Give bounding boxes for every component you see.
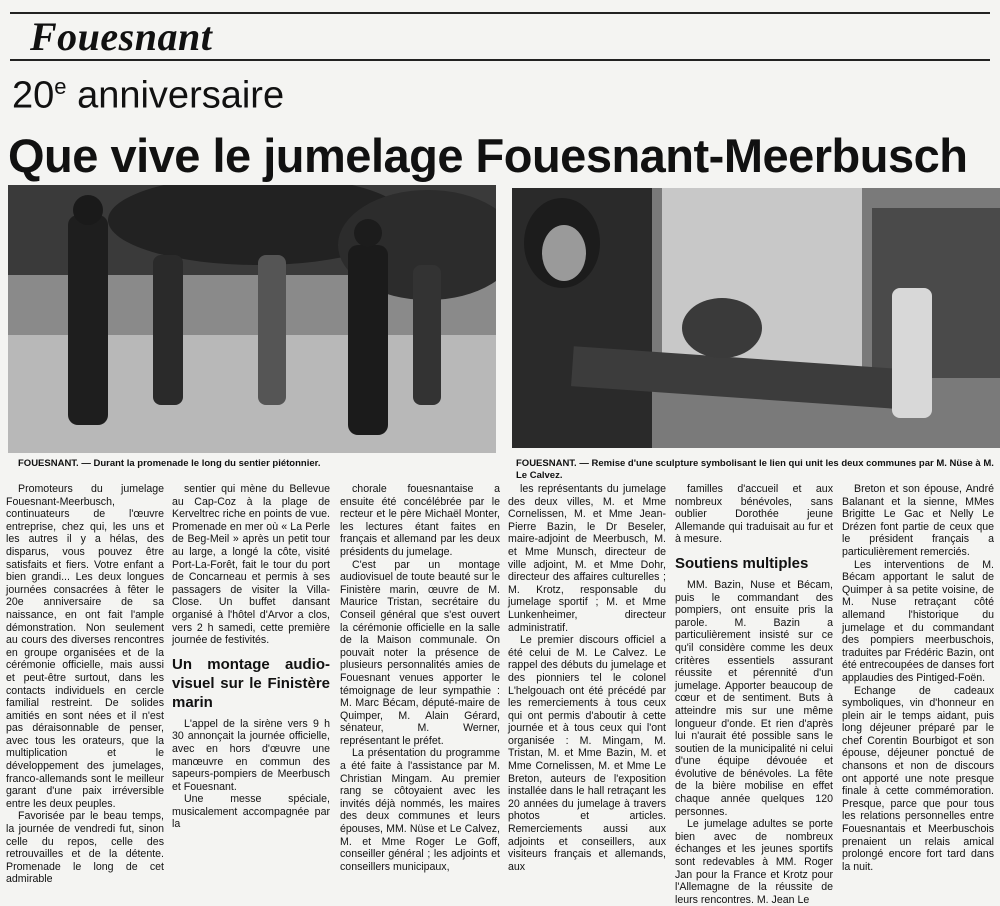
- paragraph: La présentation du programme a été faite à l'assistance par M. Christian Mingam. Au premier rang se côtoyaient avec les invités déjà nommés, les maires des deux communes et leurs épouses, MM. Nüse et Le Calvez, M. et Mme Roger Le Goff, conseiller général ; les adjoints et conseillers municipaux,: [340, 747, 500, 873]
- paragraph: C'est par un montage audiovisuel de toute beauté sur le Finistère marin, œuvre de M. Maurice Tristan, secrétaire du Conseil général que s'est ouvert la cérémonie officielle en la salle de la Maison communale. On pouvait noter la présence de plusieurs personnalités amies de Fouesnant venues apporter le témoignage de leur sympathie : M. Marc Bécam, député-maire de Quimper, M. Alain Gérard, sénateur, M. Werner, représentant le préfet.: [340, 558, 500, 747]
- paragraph: les représentants du jumelage des deux villes, M. et Mme Cornelissen, M. et Mme Jean-Pierre Bazin, le Dr Beseler, maire-adjoint de Meerbusch, M. et Mme Munsch, directeur de ville adjoint, M. et Mme Dohr, directeur des affaires culturelles ; M. Krotz, responsable du jumelage sportif ; M. et Mme Lunkenheimer, directeur administratif.: [508, 483, 666, 634]
- article-column-1: [6, 483, 164, 886]
- section-heading: Un montage audio-visuel sur le Finistère marin: [172, 655, 330, 711]
- photo-sculpture: [512, 188, 1000, 448]
- paragraph: Une messe spéciale, musicalement accompagnée par la: [172, 793, 330, 831]
- section-heading: Soutiens multiples: [675, 554, 809, 572]
- paragraph: sentier qui mène du Bellevue au Cap-Coz à la plage de Kerveltrec riche en points de vue. Promenade en mer où « La Perle de Beg-Meil » après un petit tour au large, a longé la côte, visité Port-La-Forêt, fait le tour du port de Concarneau et permis à ses passagers de visiter la Villa-Close. Un buffet dansant organisé à l'hôtel d'Arvor a clos, vers 2 h samedi, cette première journée de festivités.: [172, 483, 330, 647]
- article-subheadline: 20e anniversaire: [12, 74, 285, 117]
- photo-promenade: [8, 185, 496, 453]
- section-kicker: Fouesnant: [30, 14, 213, 59]
- paragraph: Breton et son épouse, André Balanant et la sienne, MMes Brigitte Le Gac et Nelly Le Drézen font partie de ceux que le président français a particulièrement remerciés.: [842, 483, 994, 558]
- article-column-6: [842, 483, 994, 873]
- paragraph: chorale fouesnantaise a ensuite été concélébrée par le recteur et le père Michaël Monter, les lectures étant faites en français et allemand par les deux présidents du jumelage.: [340, 483, 500, 558]
- paragraph: Echange de cadeaux symboliques, vin d'honneur en plein air le temps aidant, puis long déjeuner préparé par le chef Corentin Bourbigot et son épouse, déjeuner ponctué de chansons et non de discours ont apporté une note presque finale à cette commémoration. Presque, parce que pour tous les relations personnelles entre Fouesnantais et Meerbuschois prenaient un relais amical prolongé encore fort tard dans la nuit.: [842, 684, 994, 873]
- article-column-3: [340, 483, 500, 873]
- article-column-4: [508, 483, 666, 873]
- paragraph: familles d'accueil et aux nombreux bénévoles, sans oublier Dorothée jeune Allemande qui traduisait au fur et à mesure.: [675, 483, 833, 546]
- article-headline: Que vive le jumelage Fouesnant-Meerbusch: [8, 129, 968, 182]
- paragraph: Promoteurs du jumelage Fouesnant-Meerbusch, continuateurs de l'œuvre entreprise, chez qui, les uns et les autres il y a hélas, des disparus, vous pouvez être satisfaits et fiers. Votre enfant a bien grandi... Les deux longues journées consacrées à fêter le 20e anniversaire de sa naissance, en ont fait l'ample démonstration. Non seulement au cours des diverses rencontres en groupe organisées et de la cérémonie officielle, mais aussi et peut-être surtout, dans les contacts individuels en cercle familial restreint. De solides amitiés en sont nées et il n'est pas déraisonnable de penser, avec tous les orateurs, que la multiplication et le développement des jumelages, franco-allemands sont le meilleur garant d'une paix irréversible entre les deux peuples.: [6, 483, 164, 810]
- paragraph: Le premier discours officiel a été celui de M. Le Calvez. Le rappel des débuts du jumelage et des pionniers tel le colonel L'helgouach ont été précédé par les remerciements à tous ceux qui ont permis d'aboutir à cette journée et à tous ceux qui l'ont organisée : M. Mingam, M. Tristan, M. et Mme Bazin, M. et Mme Cornelissen, M. et Mme Le Breton, auteurs de l'exposition installée dans le hall retraçant les 20 années du jumelage à travers photos et articles. Remerciements aussi aux adjoints et conseillers, aux visiteurs français et allemands, aux: [508, 634, 666, 873]
- paragraph: L'appel de la sirène vers 9 h 30 annonçait la journée officielle, avec en hors d'œuvre une manœuvre en commun des sapeurs-pompiers de Meerbusch et Fouesnant.: [172, 717, 330, 793]
- paragraph: Favorisée par le beau temps, la journée de vendredi fut, sinon celle du repos, celle des retrouvailles et de la détente. Promenade le long de cet admirable: [6, 810, 164, 886]
- photo-caption-right: FOUESNANT. — Remise d'une sculpture symbolisant le lien qui unit les deux communes par M. Nüse à M. Le Calvez.: [516, 458, 994, 481]
- paragraph: MM. Bazin, Nuse et Bécam, puis le commandant des pompiers, ont ensuite pris la parole. M. Bazin a particulièrement insisté sur ce qu'il considère comme les deux critères essentiels assurant réussite et pérennité d'un jumelage. Apporter beaucoup de cœur et de sentiment. Buts à atteindre mis sur une même longueur d'onde. Et rien d'après lui n'aurait été possible sans le soutien de la municipalité ni celui d'une équipe dévouée et évolutive de bénévoles. La fête de la bière mobilise en effet chaque année quelques 120 personnes.: [675, 578, 833, 818]
- photo-caption-left: FOUESNANT. — Durant la promenade le long du sentier piétonnier.: [18, 458, 321, 469]
- paragraph: Le jumelage adultes se porte bien avec de nombreux échanges et les jeunes sportifs sont redevables à MM. Roger Jan pour la France et Krotz pour l'Allemagne de la réussite de leurs rencontres. M. Jean Le: [675, 818, 833, 906]
- article-column-2: [172, 483, 330, 831]
- paragraph: Les interventions de M. Bécam apportant le salut de Quimper à sa petite voisine, de M. Nuse retraçant côté allemand l'historique du jumelage et du commandant des pompiers meerbuschois, traduites par Frédéric Bazin, ont été entrecoupées de danses fort applaudies des Pintiged-Foën.: [842, 558, 994, 684]
